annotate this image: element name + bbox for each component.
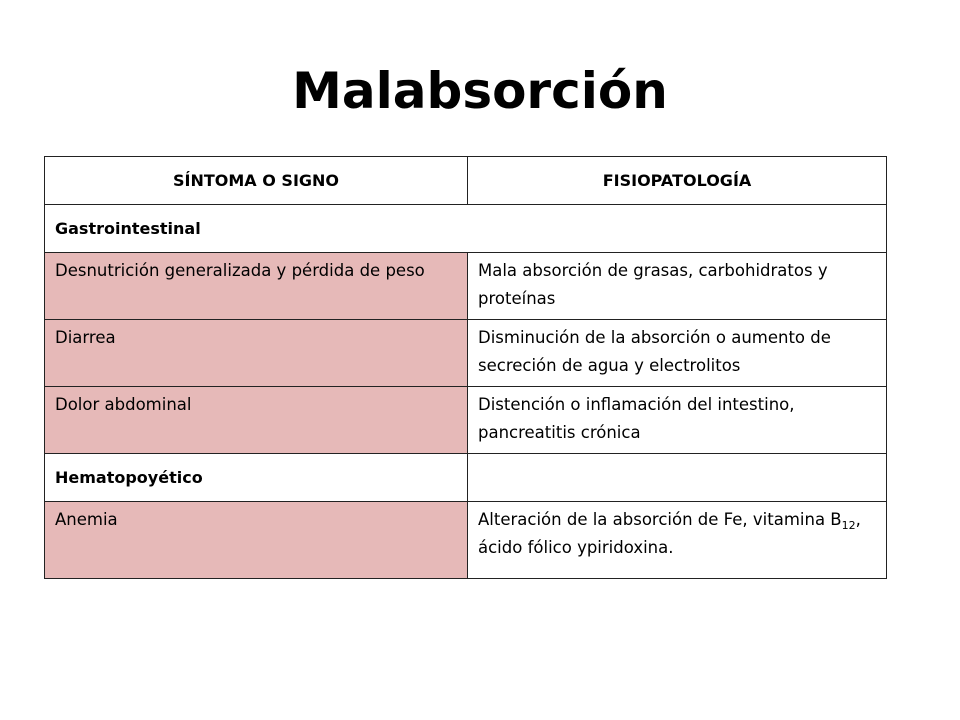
malabsorption-table <box>44 156 887 579</box>
cause-cell <box>468 502 887 579</box>
section-row-gastrointestinal <box>45 205 887 253</box>
cause-cell: Mala absorción de grasas, carbohidratos y proteínas <box>468 253 887 320</box>
empty-cell <box>468 454 887 502</box>
table-row <box>45 502 887 579</box>
table-row <box>45 320 887 387</box>
cause-cell: Disminución de la absorción o aumento de secreción de agua y electrolitos <box>468 320 887 387</box>
page-title: Malabsorción <box>292 62 668 120</box>
symptom-cell: Diarrea <box>45 320 468 387</box>
section-label: Hematopoyético <box>45 454 468 502</box>
symptom-cell: Dolor abdominal <box>45 387 468 454</box>
header-symptom: SÍNTOMA O SIGNO <box>45 157 468 205</box>
symptom-cell: Desnutrición generalizada y pérdida de peso <box>45 253 468 320</box>
table-row <box>45 387 887 454</box>
symptom-cell: Anemia <box>45 502 468 579</box>
section-label: Gastrointestinal <box>45 205 887 253</box>
table-row <box>45 253 887 320</box>
table-header-row <box>45 157 887 205</box>
cause-subscript: 12 <box>841 519 856 532</box>
header-pathophysiology: FISIOPATOLOGÍA <box>468 157 887 205</box>
cause-cell: Distención o inflamación del intestino, pancreatitis crónica <box>468 387 887 454</box>
cause-text-post: , ácido fólico ypiridoxina. <box>478 510 861 557</box>
cause-text-pre: Alteración de la absorción de Fe, vitamina B <box>478 510 842 529</box>
section-row-hematopoietic <box>45 454 887 502</box>
